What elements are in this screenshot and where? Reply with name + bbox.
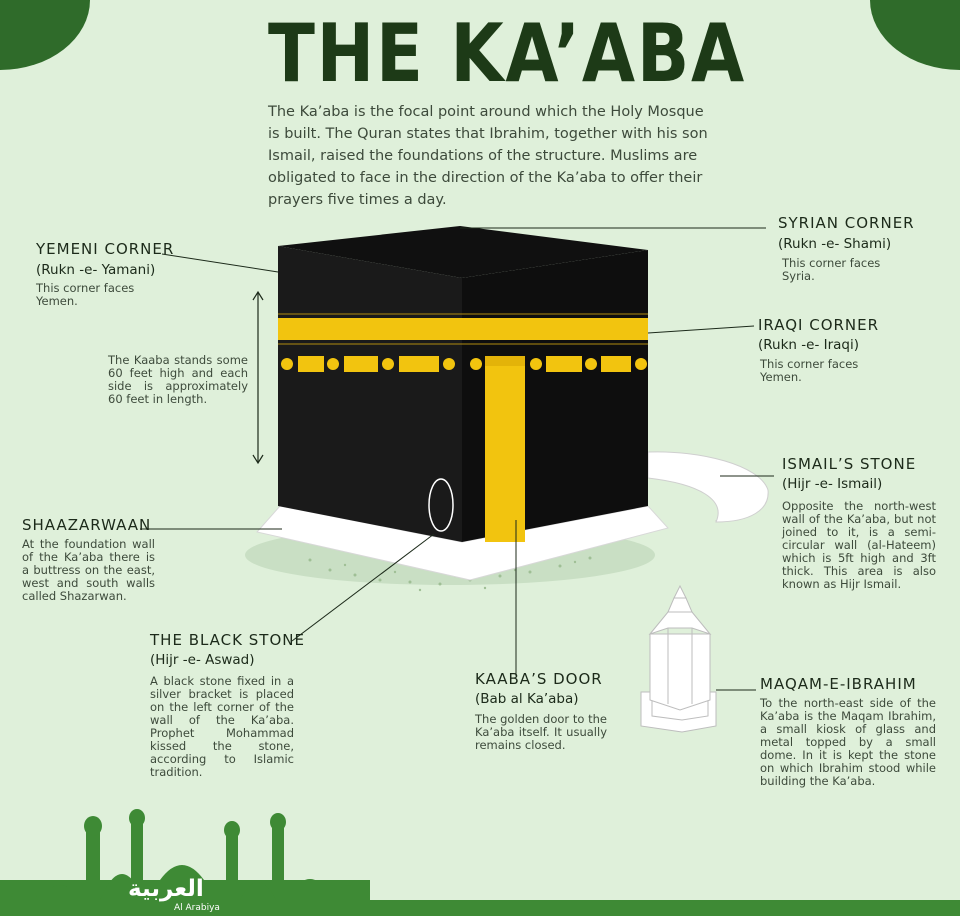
syrian-corner-subtitle: (Rukn -e- Shami) <box>778 236 892 252</box>
kaaba-door-subtitle: (Bab al Ka’aba) <box>475 691 579 707</box>
yemeni-corner-heading: YEMENI CORNER <box>36 240 175 258</box>
kaaba-door <box>485 356 525 542</box>
black-stone-description: A black stone fixed in a silver bracket is placed on the left corner of the wall of the Ka’aba. Prophet Mohammad kissed the stone, according to Islamic tradition. <box>150 674 294 779</box>
height-note: The Kaaba stands some 60 feet high and each side is approximately 60 feet in length. <box>108 353 248 406</box>
black-stone-subtitle: (Hijr -e- Aswad) <box>150 652 255 668</box>
kaaba-left-face <box>278 246 462 542</box>
ismail-stone-heading: ISMAIL’S STONE <box>782 455 917 473</box>
shaazarwaan-heading: SHAAZARWAAN <box>22 516 152 534</box>
yemeni-corner-description: This corner faces Yemen. <box>36 281 135 308</box>
iraqi-corner-subtitle: (Rukn -e- Iraqi) <box>758 337 859 353</box>
yemeni-corner-subtitle: (Rukn -e- Yamani) <box>36 262 156 278</box>
logo-arabic: العربية <box>128 876 204 902</box>
kaaba-door-heading: KAABA’S DOOR <box>475 670 603 688</box>
maqam-ibrahim-heading: MAQAM-E-IBRAHIM <box>760 675 917 693</box>
al-arabiya-logo <box>128 876 238 916</box>
intro-text: The Ka’aba is the focal point around which the Holy Mosque is built. The Quran states that Ibrahim, together with his son Ismail, raised the foundations of the structure. Muslims are obligated to face in the direction of the Ka’aba to offer their prayers five times a day. <box>268 104 708 208</box>
shaazarwaan-description: At the foundation wall of the Ka’aba there is a buttress on the east, west and south walls called Shazarwan. <box>22 537 155 603</box>
page-title: THE KA’ABA <box>268 7 746 100</box>
syrian-corner-description: This corner faces Syria. <box>782 256 881 283</box>
ismail-stone-wall <box>648 452 768 522</box>
ismail-stone-description: Opposite the north-west wall of the Ka’aba, but not joined to it, is a semi-circular wall (al-Hateem) which is 5ft high and 3ft thick. This area is also known as Hijr Ismail. <box>782 499 936 591</box>
kaaba-door-description: The golden door to the Ka’aba itself. It usually remains closed. <box>475 712 607 752</box>
black-stone-heading: THE BLACK STONE <box>150 631 305 649</box>
maqam-ibrahim-description: To the north-east side of the Ka’aba is the Maqam Ibrahim, a small kiosk of glass and metal topped by a small dome. In it is kept the stone on which Ibrahim stood while building the Ka’aba. <box>760 696 936 788</box>
gold-band <box>278 318 648 340</box>
iraqi-corner-heading: IRAQI CORNER <box>758 316 880 334</box>
syrian-corner-heading: SYRIAN CORNER <box>778 214 915 232</box>
maqam-ibrahim-kiosk <box>641 586 716 732</box>
logo-latin: Al Arabiya <box>174 903 220 913</box>
iraqi-corner-description: This corner faces Yemen. <box>760 357 859 384</box>
ismail-stone-subtitle: (Hijr -e- Ismail) <box>782 476 883 492</box>
